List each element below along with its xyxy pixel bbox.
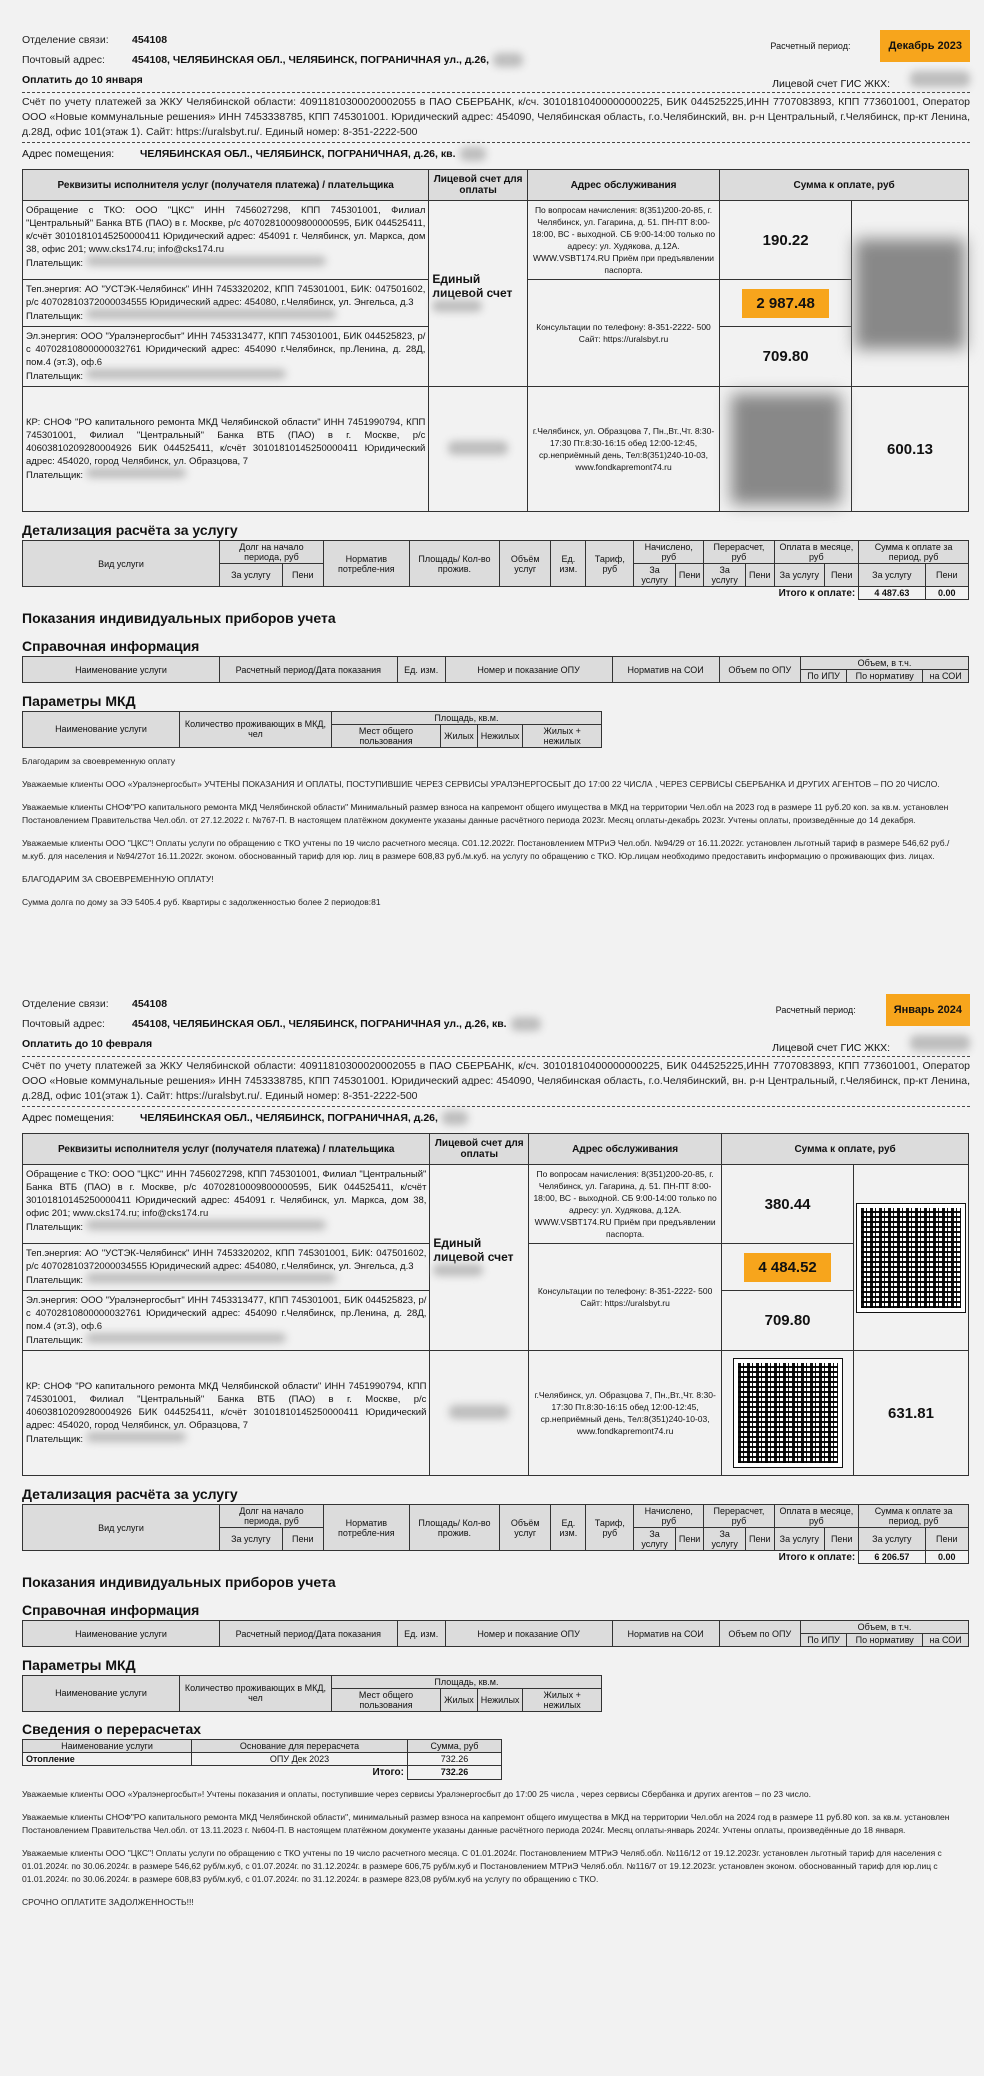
col-amount: Сумма к оплате, руб (722, 1134, 969, 1165)
redacted-apartment (442, 1111, 468, 1125)
col-service-address: Адрес обслуживания (527, 170, 719, 201)
service-address-kr: г.Челябинск, ул. Образцова 7, Пн.,Вт.,Чт. 8:30-17:30 Пт.8:30-16:15 обед 12:00-12:45, ср.неприёмный день, Тел:8(351)240-10-03, www.fondkapremont74.ru (527, 387, 719, 512)
pay-by-deadline: Оплатить до 10 февраля (22, 1038, 153, 1050)
premises-address-value: ЧЕЛЯБИНСКАЯ ОБЛ., ЧЕЛЯБИНСК, ПОГРАНИЧНАЯ, д.26, кв. (140, 148, 456, 160)
meters-title: Показания индивидуальных приборов учета (22, 610, 336, 626)
invoice (0, 0, 984, 909)
detail-table: Вид услуги Долг на начало периода, руб Норматив потребле-ния Площадь/ Кол-во прожив. Объём услуг Ед. изм. Тариф, руб Начислено, руб Перерасчет, руб Оплата в месяце, руб Сумма к оплате за период, руб За услугу Пени За услугу Пени За услугу Пени За услугу Пени За услугу Пени Итого к оплате: 6 206.57 0.00 (22, 1504, 969, 1564)
divider (22, 1106, 970, 1107)
qr-code-kr[interactable] (720, 387, 852, 512)
divider (22, 1056, 970, 1057)
billing-period-label: Расчетный период: (775, 1005, 856, 1015)
bank-info: Счёт по учету платежей за ЖКУ Челябинской области: 40911810300020002055 в ПАО СБЕРБАНК, к/сч. 30101810400000000225, БИК 044525225,ИНН 7707083893, КПП 773601001, Оператор ООО «Новые коммунальные решения» ИНН 7453338785, КПП 745301001. Юридический адрес: 454090, Челябинская область, г.о.Челябинский, вн. р-н Центральный, г.Челябинск, пр-кт Ленина, д.28Д, офис 101(этаж 1). Сайт: https://uralsbyt.ru/. Единый номер: 8-351-2222-500 (22, 96, 970, 138)
service-address-uralsbyt: Консультации по телефону: 8-351-2222- 500 Сайт: https://uralsbyt.ru (529, 1244, 722, 1351)
postal-address-label: Почтовый адрес: (22, 54, 105, 66)
total-penalty-value: 0.00 (925, 1551, 969, 1564)
col-requisites: Реквизиты исполнителя услуг (получателя платежа) / плательщика (23, 1134, 430, 1165)
amount-tko: 380.44 (722, 1165, 854, 1244)
divider (22, 142, 970, 143)
detail-title: Детализация расчёта за услугу (22, 1486, 238, 1502)
premises-address-row (22, 145, 970, 163)
note: Сумма долга по дому за ЭЭ 5405.4 руб. Квартиры с задолженностью более 2 периодов:81 (22, 897, 381, 907)
note: СРОЧНО ОПЛАТИТЕ ЗАДОЛЖЕННОСТЬ!!! (22, 1896, 194, 1907)
recalc-row: Отопление ОПУ Дек 2023 732.26 (23, 1753, 502, 1766)
mkd-table: Наименование услуги Количество проживающих в МКД, чел Площадь, кв.м. Мест общего пользования Жилых Нежилых Жилых + нежилых (22, 1675, 602, 1712)
reference-table: Наименование услуги Расчетный период/Дата показания Ед. изм. Номер и показание ОПУ Норматив на СОИ Объем по ОПУ Объем, в т.ч. По ИПУ По нормативу на СОИ (22, 1620, 969, 1647)
requisites-electricity: Эл.энергия: ООО "Уралэнергосбыт" ИНН 7453313477, КПП 745301001, БИК 044525823, р/с 40702810800000032761 Юридический адрес: 454090 г.Челябинск, пр.Ленина, д. 28Д, пом.4 (эт.3), оф.6 Плательщик: (23, 1291, 430, 1351)
amount-electricity: 709.80 (722, 1291, 854, 1351)
col-service-address: Адрес обслуживания (529, 1134, 722, 1165)
post-office-label: Отделение связи: (22, 34, 109, 46)
reference-title: Справочная информация (22, 638, 200, 654)
billing-period-badge: Январь 2024 (886, 994, 970, 1026)
note: Уважаемые клиенты ООО "ЦКС"! Оплаты услуги по обращению с ТКО учтены по 19 число расчетного месяца. С 01.01.2024г. Постановлением МТРиЭ Челяб.обл. №116/12 от 19.12.2023г. установлен льготный тариф для населения с 01.01.2024г. по 30.06.2024г. в размере 546,62 руб/м.куб, с 01.07.2024г. по 31.12.2024г. в размере 606,75 руб/м.куб и Постановлением МТРиЭ Челяб.обл. №116/7 от 19.12.2023г. установлен эконом. обоснованный тариф для юр.лиц с 01.01.2024г. по 30.06.2024г. в размере 608,83 руб/м.куб, с 01.07.2024г. по 31.12.2024г. в размере 823,08 руб/м.куб на услугу по обращению с ТКО. (22, 1847, 942, 1884)
amount-electricity: 709.80 (720, 327, 852, 387)
reference-table: Наименование услуги Расчетный период/Дата показания Ед. изм. Номер и показание ОПУ Норматив на СОИ Объем по ОПУ Объем, в т.ч. По ИПУ По нормативу на СОИ (22, 656, 969, 683)
service-address-tko: По вопросам начисления: 8(351)200-20-85, г. Челябинск, ул. Гагарина, д. 51. ПН-ПТ 8:00-18:00, ВС - выходной. СБ 9:00-14:00 только по адресу: ул. Худякова, д.12А. WWW.VSBT174.RU Приём при предъявлении паспорта. (529, 1165, 722, 1244)
post-office-label: Отделение связи: (22, 998, 109, 1010)
post-office-value: 454108 (132, 34, 168, 46)
bank-info: Счёт по учету платежей за ЖКУ Челябинской области: 40911810300020002055 в ПАО СБЕРБАНК, к/сч. 30101810400000000225, БИК 044525225,ИНН 7707083893, КПП 773601001, Оператор ООО «Новые коммунальные решения» ИНН 7453338785, КПП 745301001. Юридический адрес: 454090, Челябинская область, г.о.Челябинский, вн. р-н Центральный, г.Челябинск, пр-кт Ленина, д.28Д, офис 101(этаж 1). Сайт: https://uralsbyt.ru/. Единый номер: 8-351-2222-500 (22, 1060, 970, 1102)
service-address-tko: По вопросам начисления: 8(351)200-20-85, г. Челябинск, ул. Гагарина, д. 51. ПН-ПТ 8:00-18:00, ВС - выходной. СБ 9:00-14:00 только по адресу: ул. Худякова, д.12А. WWW.VSBT174.RU Приём при предъявлении паспорта. (527, 201, 719, 280)
note: Благодарим за своевременную оплату (22, 756, 176, 766)
total-due-label: Итого к оплате: (778, 1551, 856, 1563)
gis-account (772, 71, 970, 90)
premises-address-label: Адрес помещения: (22, 1112, 115, 1124)
single-account: Единый лицевой счет (429, 201, 527, 387)
account-kr (429, 387, 527, 512)
requisites-kr: КР: СНОФ "РО капитального ремонта МКД Челябинской области" ИНН 7451990794, КПП 745301001, Филиал "Центральный" Банка ВТБ (ПАО) в г. Москве, р/с 40603810209280004926 БИК 044525411, к/счёт 30101810145250000411 Юридический адрес: 454020, город Челябинск, ул. Образцова, 7 Плательщик: (23, 387, 429, 512)
requisites-heat: Теп.энергия: АО "УСТЭК-Челябинск" ИНН 7453320202, КПП 745301001, БИК: 047501602, р/с 40702810372000034555 Юридический адрес: 454080, г.Челябинск, ул. Энгельса, д.3 Плательщик: (23, 280, 429, 327)
requisites-tko: Обращение с ТКО: ООО "ЦКС" ИНН 7456027298, КПП 745301001, Филиал "Центральный" Банка ВТБ (ПАО) в г. Москве, р/с 40702810009800000595, БИК 044525411, к/счёт 30101810145250000411 Юридический адрес: 454091 г. Челябинск, ул. Маркса, дом 38, офис 201; www.cks174.ru; info@cks174.ru Плательщик: (23, 201, 429, 280)
redacted-apartment (493, 53, 523, 67)
col-account: Лицевой счет для оплаты (429, 170, 527, 201)
col-account: Лицевой счет для оплаты (430, 1134, 529, 1165)
requisites-electricity: Эл.энергия: ООО "Уралэнергосбыт" ИНН 7453313477, КПП 745301001, БИК 044525823, р/с 40702810800000032761 Юридический адрес: 454090 г.Челябинск, пр.Ленина, д. 28Д, пом.4 (эт.3), оф.6 Плательщик: (23, 327, 429, 387)
post-office-value: 454108 (132, 998, 168, 1010)
notes (22, 755, 970, 909)
service-address-kr: г.Челябинск, ул. Образцова 7, Пн.,Вт.,Чт. 8:30-17:30 Пт.8:30-16:15 обед 12:00-12:45, ср.неприёмный день, Тел:8(351)240-10-03, www.fondkapremont74.ru (529, 1351, 722, 1476)
total-due-label: Итого к оплате: (778, 587, 856, 599)
detail-title: Детализация расчёта за услугу (22, 522, 238, 538)
note: Уважаемые клиенты СНОФ"РО капитального ремонта МКД Челябинской области", минимальный размер взноса на капремонт общего имущества в МКД на территории Чел.обл на 2024 год в размере 11 руб.80 коп. за кв.м. установлен Постановлением Правительства Чел.обл. от 13.11.2023 г. №604-П. В настоящем платёжном документе указаны данные расчётного периода 2024г. Месяц оплаты-январь 2024г. Учтены оплаты, произведённые до 18 января. (22, 1811, 950, 1835)
reference-title: Справочная информация (22, 1602, 200, 1618)
requisites-tko: Обращение с ТКО: ООО "ЦКС" ИНН 7456027298, КПП 745301001, Филиал "Центральный" Банка ВТБ (ПАО) в г. Москве, р/с 40702810009800000595, БИК 044525411, к/счёт 30101810145250000411 Юридический адрес: 454091 г. Челябинск, ул. Маркса, дом 38, офис 201; www.cks174.ru; info@cks174.ru Плательщик: (23, 1165, 430, 1244)
gis-account-label: Лицевой счет ГИС ЖКХ: (772, 1041, 890, 1054)
amount-kr: 631.81 (854, 1351, 969, 1476)
recalc-title: Сведения о перерасчетах (22, 1721, 202, 1737)
gis-account (772, 1035, 970, 1054)
requisites-kr: КР: СНОФ "РО капитального ремонта МКД Челябинской области" ИНН 7451990794, КПП 745301001, Филиал "Центральный" Банка ВТБ (ПАО) в г. Москве, р/с 40603810209280004926 БИК 044525411, к/счёт 30101810145250000411 Юридический адрес: 454020, город Челябинск, ул. Образцова, 7 Плательщик: (23, 1351, 430, 1476)
amount-total-highlight: 4 484.52 (722, 1244, 854, 1291)
pay-by-row (22, 70, 970, 90)
divider (22, 92, 970, 93)
gis-account-label: Лицевой счет ГИС ЖКХ: (772, 77, 890, 90)
recalc-table: Наименование услуги Основание для перерасчета Сумма, руб Отопление ОПУ Дек 2023 732.26 Итого: 732.26 (22, 1739, 502, 1780)
mkd-table: Наименование услуги Количество проживающих в МКД, чел Площадь, кв.м. Мест общего пользования Жилых Нежилых Жилых + нежилых (22, 711, 602, 748)
requisites-heat: Теп.энергия: АО "УСТЭК-Челябинск" ИНН 7453320202, КПП 745301001, БИК: 047501602, р/с 40702810372000034555 Юридический адрес: 454080, г.Челябинск, ул. Энгельса, д.3 Плательщик: (23, 1244, 430, 1291)
col-requisites: Реквизиты исполнителя услуг (получателя платежа) / плательщика (23, 170, 429, 201)
amount-total-highlight: 2 987.48 (720, 280, 852, 327)
premises-address-label: Адрес помещения: (22, 148, 115, 160)
notes (22, 1788, 970, 1909)
amount-tko: 190.22 (720, 201, 852, 280)
note: Уважаемые клиенты СНОФ"РО капитального ремонта МКД Челябинской области" Минимальный размер взноса на капремонт общего имущества в МКД на территории Чел.обл на 2023 год в размере 11 руб.20 коп. за кв.м. установлен Постановлением Правительства Чел.обл. от 27.12.2022 г. №767-П. В настоящем платёжном документе указаны данные расчётного периода 2023г. Месяц оплаты-декабрь 2023г. Учтены оплаты, произведённые до 14 декабря. (22, 802, 949, 825)
note: Уважаемые клиенты ООО «Уралэнергосбыт» УЧТЕНЫ ПОКАЗАНИЯ И ОПЛАТЫ, ПОСТУПИВШИЕ ЧЕРЕЗ СЕРВИСЫ УРАЛЭНЕРГОСБЫТ ДО 17:00 22 ЧИСЛА , ЧЕРЕЗ СЕРВИСЫ СБЕРБАНКА И ДРУГИХ АГЕНТОВ – ПО 20 ЧИСЛО. (22, 779, 940, 789)
pay-by-row (22, 1034, 970, 1054)
qr-code-main[interactable] (854, 1165, 969, 1351)
mkd-title: Параметры МКД (22, 1656, 136, 1673)
redacted-gis-account (910, 1035, 970, 1051)
postal-address-label: Почтовый адрес: (22, 1018, 105, 1030)
account-kr (430, 1351, 529, 1476)
payment-requisites-table (22, 169, 969, 512)
qr-code-kr[interactable] (722, 1351, 854, 1476)
total-penalty-value: 0.00 (925, 587, 969, 600)
payment-requisites-table (22, 1133, 969, 1476)
pay-by-deadline: Оплатить до 10 января (22, 74, 143, 86)
redacted-apartment (460, 147, 486, 161)
premises-address-row (22, 1109, 970, 1127)
premises-address-value: ЧЕЛЯБИНСКАЯ ОБЛ., ЧЕЛЯБИНСК, ПОГРАНИЧНАЯ, д.26, (140, 1112, 438, 1124)
period-block (776, 994, 970, 1026)
invoice (0, 964, 984, 1909)
note: Уважаемые клиенты ООО "ЦКС"! Оплаты услуги по обращению с ТКО учтены по 19 число расчетного месяца. С01.12.2022г. Постановлением МТРиЭ Чел.обл. №94/29 от 16.11.2022г. установлен льготный тариф в размере 546,62 руб./м.куб. для населения и №94/27от 16.11.2022г. эконом. обоснованный тариф для юр. лиц в размере 608,83 руб./м.куб. на услугу по обращению с ТКО. Юр.лицам необходимо предоставить информацию о проживающих физ. лицах. (22, 838, 950, 861)
postal-address-value: 454108, ЧЕЛЯБИНСКАЯ ОБЛ., ЧЕЛЯБИНСК, ПОГРАНИЧНАЯ ул., д.26, (132, 54, 490, 66)
billing-period-badge: Декабрь 2023 (880, 30, 970, 62)
col-amount: Сумма к оплате, руб (720, 170, 969, 201)
mkd-title: Параметры МКД (22, 692, 136, 709)
single-account: Единый лицевой счет (430, 1165, 529, 1351)
service-address-uralsbyt: Консультации по телефону: 8-351-2222- 500 Сайт: https://uralsbyt.ru (527, 280, 719, 387)
qr-code-main[interactable] (852, 201, 969, 387)
total-due-value: 6 206.57 (859, 1551, 925, 1564)
redacted-apartment (511, 1017, 541, 1031)
total-due-value: 4 487.63 (859, 587, 925, 600)
detail-table: Вид услуги Долг на начало периода, руб Норматив потребле-ния Площадь/ Кол-во прожив. Объём услуг Ед. изм. Тариф, руб Начислено, руб Перерасчет, руб Оплата в месяце, руб Сумма к оплате за период, руб За услугу Пени За услугу Пени За услугу Пени За услугу Пени За услугу Пени Итого к оплате: 4 487.63 0.00 (22, 540, 969, 600)
redacted-gis-account (910, 71, 970, 87)
note: Уважаемые клиенты ООО «Уралэнергосбыт»! Учтены показания и оплаты, поступившие через сервисы Уралэнергосбыт до 17:00 25 числа , через сервисы Сбербанка и других агентов – по 23 число. (22, 1788, 812, 1799)
note: БЛАГОДАРИМ ЗА СВОЕВРЕМЕННУЮ ОПЛАТУ! (22, 874, 214, 884)
postal-address-value: 454108, ЧЕЛЯБИНСКАЯ ОБЛ., ЧЕЛЯБИНСК, ПОГРАНИЧНАЯ ул., д.26, кв. (132, 1018, 507, 1030)
period-block (770, 30, 970, 62)
meters-title: Показания индивидуальных приборов учета (22, 1574, 336, 1590)
amount-kr: 600.13 (852, 387, 969, 512)
billing-period-label: Расчетный период: (770, 41, 851, 51)
